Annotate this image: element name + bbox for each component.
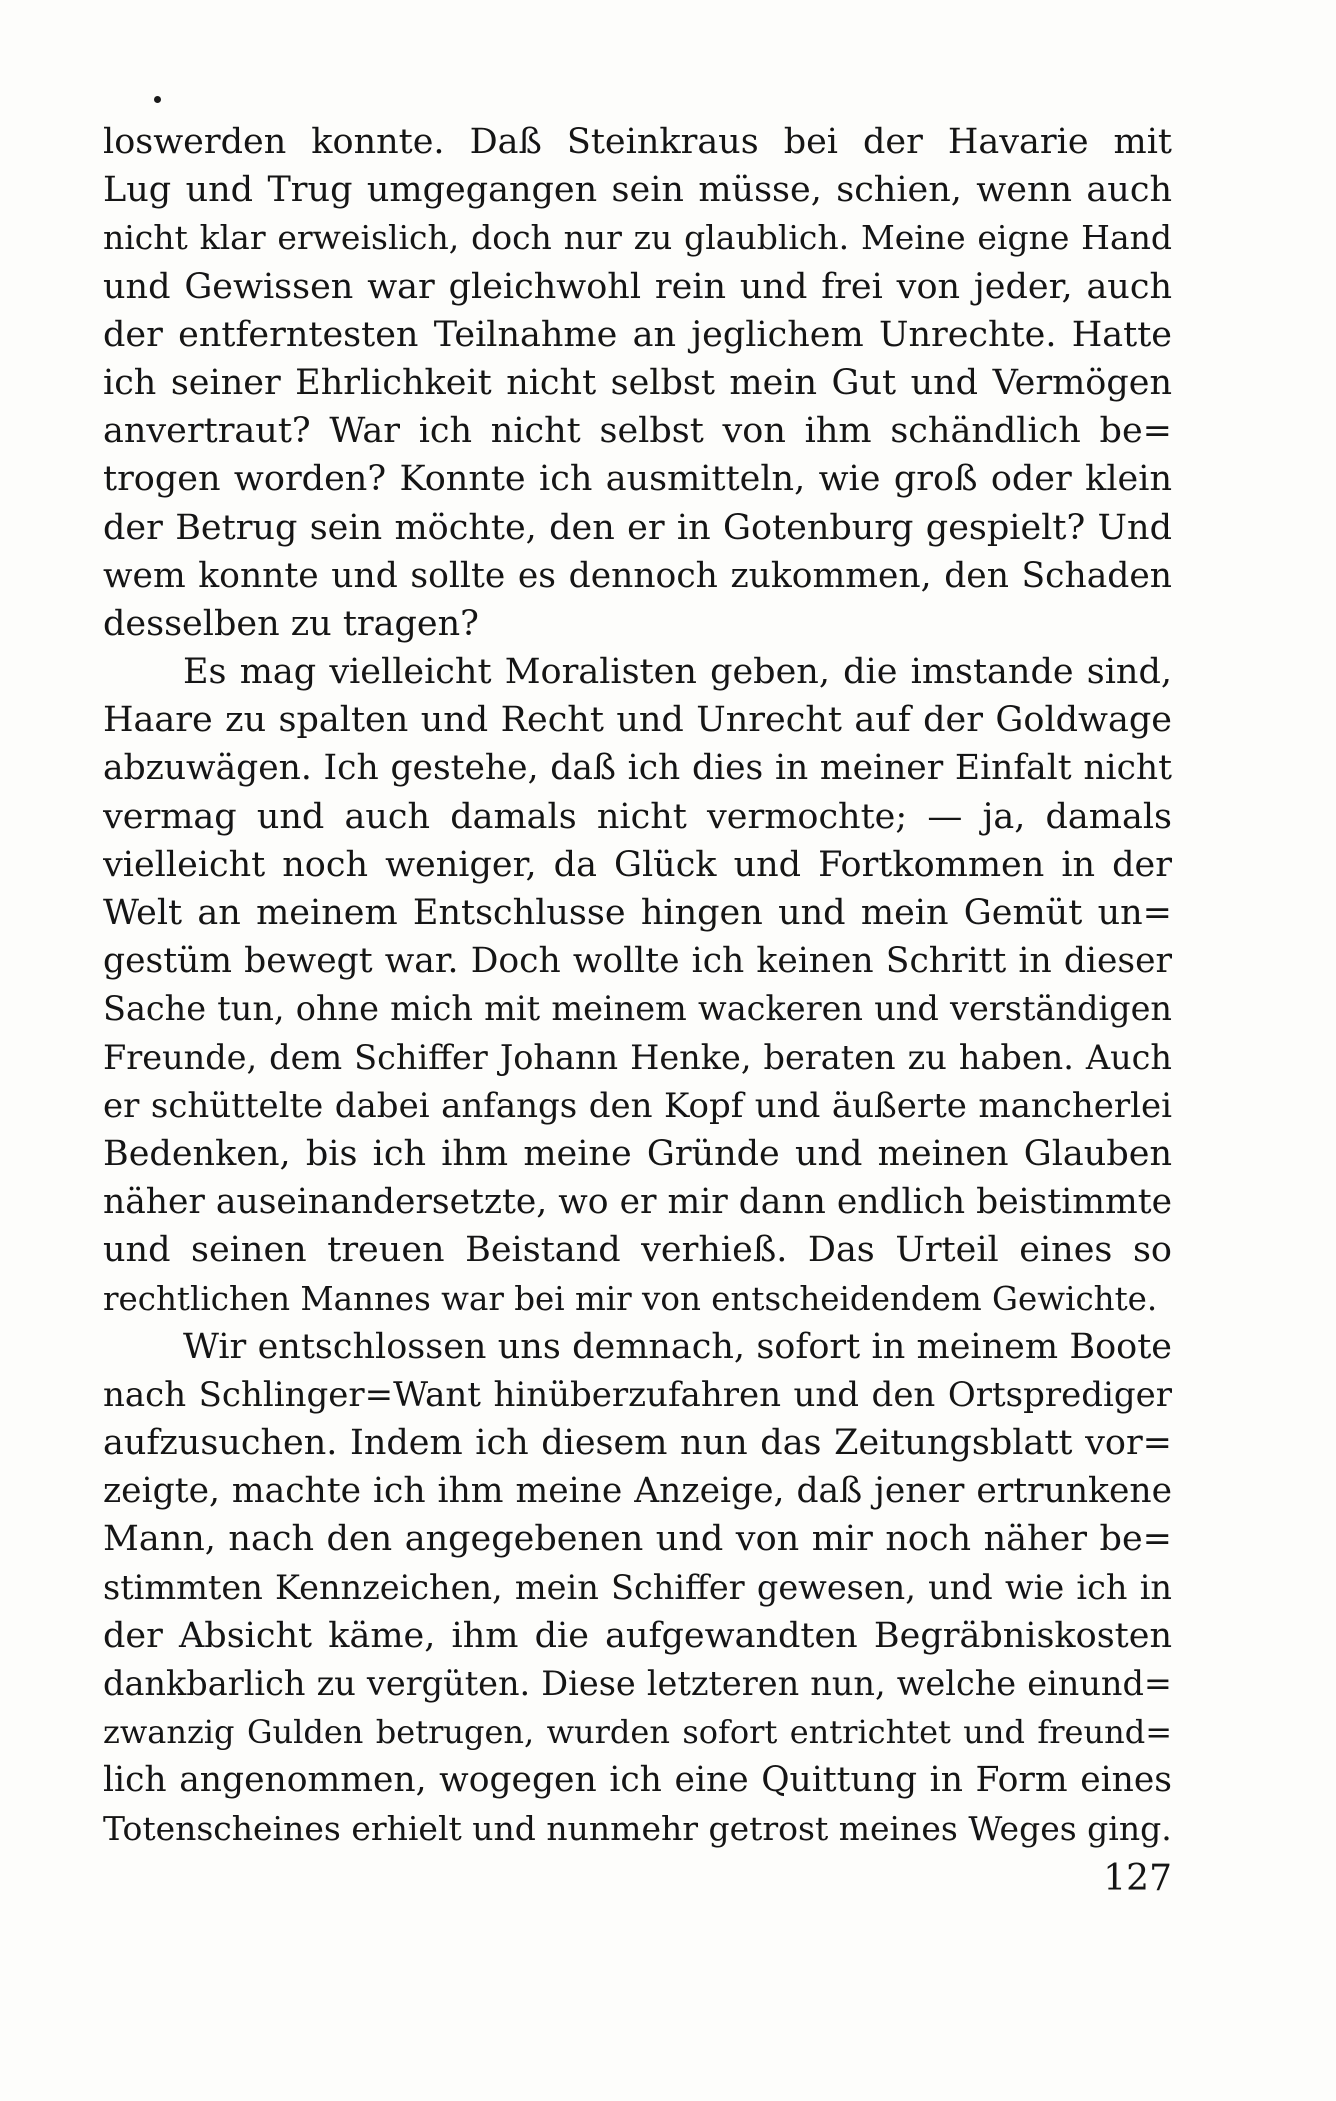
body-text bbox=[103, 118, 1172, 1853]
text-line: trogen worden? Konnte ich ausmitteln, wie groß oder klein bbox=[103, 459, 1172, 500]
text-line: Welt an meinem Entschlusse hingen und mein Gemüt un= bbox=[103, 893, 1172, 933]
text-line: Freunde, dem Schiffer Johann Henke, beraten zu haben. Auch bbox=[103, 1037, 1172, 1077]
text-line: und seinen treuen Beistand verhieß. Das Urteil eines so bbox=[103, 1230, 1172, 1271]
text-line: Totenscheines erhielt und nunmehr getrost meines Weges ging. bbox=[103, 1808, 1172, 1848]
text-line: abzuwägen. Ich gestehe, daß ich dies in meiner Einfalt nicht bbox=[103, 748, 1172, 789]
text-line: stimmten Kennzeichen, mein Schiffer gewesen, und wie ich in bbox=[103, 1567, 1172, 1607]
text-line: Haare zu spalten und Recht und Unrecht auf der Goldwage bbox=[103, 700, 1172, 741]
text-line: näher auseinandersetzte, wo er mir dann endlich beistimmte bbox=[103, 1182, 1172, 1223]
text-line: vermag und auch damals nicht vermochte; — ja, damals bbox=[103, 796, 1172, 837]
text-line: der entferntesten Teilnahme an jeglichem Unrechte. Hatte bbox=[103, 314, 1172, 355]
text-line: Sache tun, ohne mich mit meinem wackeren und verständigen bbox=[103, 989, 1172, 1029]
stray-ink-dot bbox=[154, 96, 161, 103]
text-line: anvertraut? War ich nicht selbst von ihm schändlich be= bbox=[103, 411, 1172, 452]
text-line: dankbarlich zu vergüten. Diese letzteren nun, welche einund= bbox=[103, 1664, 1172, 1703]
text-line: Wir entschlossen uns demnach, sofort in meinem Boote bbox=[183, 1326, 1172, 1367]
text-line: wem konnte und sollte es dennoch zukommen, den Schaden bbox=[103, 555, 1172, 596]
text-line: lich angenommen, wogegen ich eine Quittung in Form eines bbox=[103, 1760, 1172, 1801]
text-line: und Gewissen war gleichwohl rein und frei von jeder, auch bbox=[103, 266, 1172, 307]
text-line: rechtlichen Mannes war bei mir von entscheidendem Gewichte. bbox=[103, 1279, 1158, 1318]
text-line: loswerden konnte. Daß Steinkraus bei der Havarie mit bbox=[103, 122, 1172, 162]
text-line: er schüttelte dabei anfangs den Kopf und äußerte mancherlei bbox=[103, 1085, 1172, 1126]
text-line: zwanzig Gulden betrugen, wurden sofort entrichtet und freund= bbox=[103, 1713, 1172, 1752]
text-line: aufzusuchen. Indem ich diesem nun das Zeitungsblatt vor= bbox=[103, 1423, 1172, 1464]
text-line: nicht klar erweislich, doch nur zu glaublich. Meine eigne Hand bbox=[103, 218, 1172, 258]
text-line: desselben zu tragen? bbox=[103, 603, 479, 644]
text-line: ich seiner Ehrlichkeit nicht selbst mein Gut und Vermögen bbox=[103, 362, 1172, 403]
text-line: vielleicht noch weniger, da Glück und Fortkommen in der bbox=[103, 844, 1172, 885]
text-line: Mann, nach den angegebenen und von mir noch näher be= bbox=[103, 1519, 1172, 1560]
page-number: 127 bbox=[1103, 1858, 1172, 1899]
text-line: Bedenken, bis ich ihm meine Gründe und meinen Glauben bbox=[103, 1133, 1172, 1174]
text-line: der Absicht käme, ihm die aufgewandten Begräbniskosten bbox=[103, 1615, 1172, 1656]
text-line: Es mag vielleicht Moralisten geben, die imstande sind, bbox=[183, 652, 1172, 693]
text-line: zeigte, machte ich ihm meine Anzeige, daß jener ertrunkene bbox=[103, 1471, 1172, 1512]
text-line: nach Schlinger=Want hinüberzufahren und den Ortsprediger bbox=[103, 1374, 1172, 1415]
text-line: gestüm bewegt war. Doch wollte ich keinen Schritt in dieser bbox=[103, 941, 1172, 982]
text-line: der Betrug sein möchte, den er in Gotenburg gespielt? Und bbox=[103, 507, 1172, 548]
text-line: Lug und Trug umgegangen sein müsse, schien, wenn auch bbox=[103, 170, 1172, 211]
